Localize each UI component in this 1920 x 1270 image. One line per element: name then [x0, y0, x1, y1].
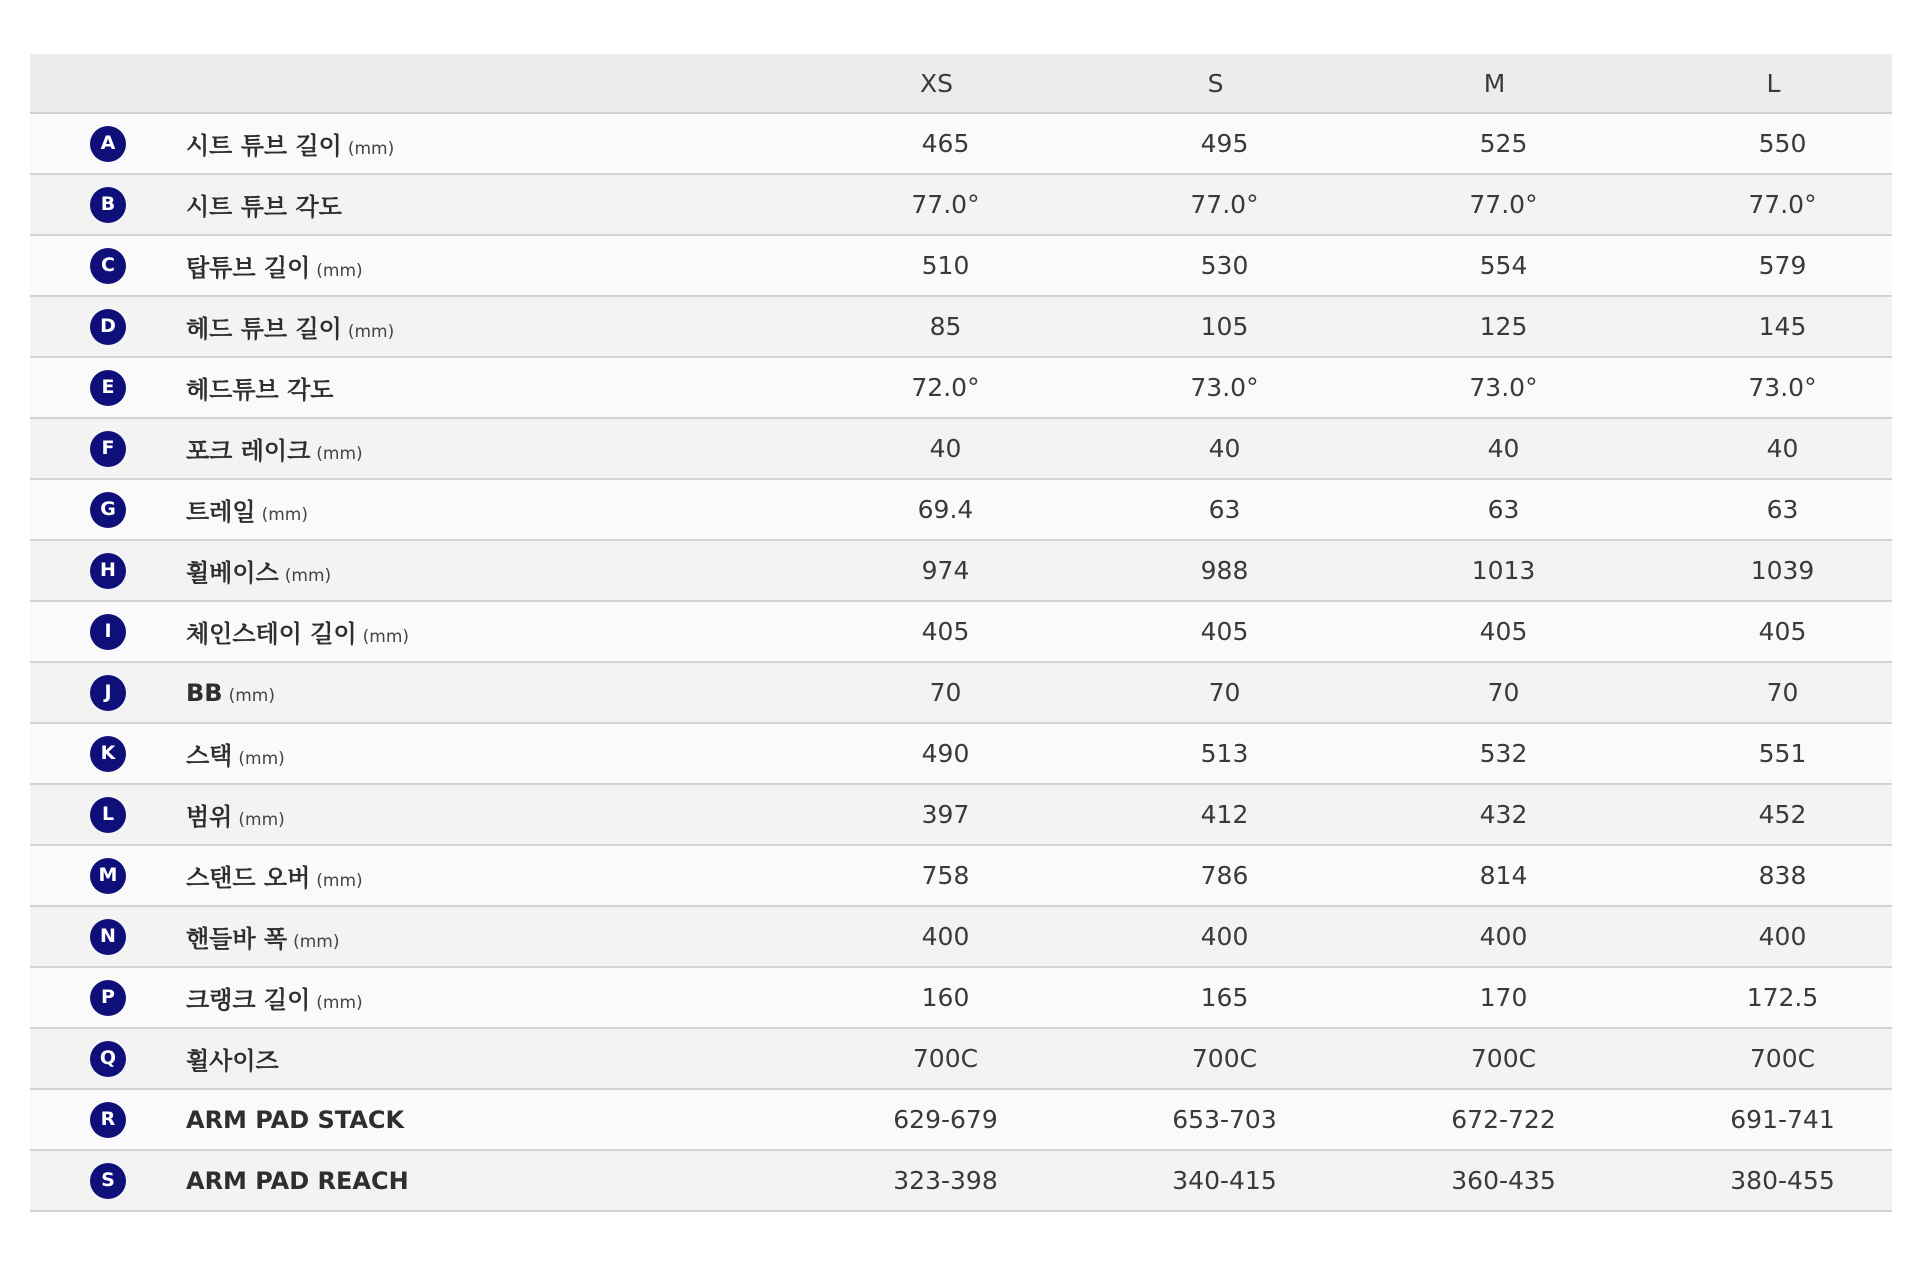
value-cell-xs: 405	[921, 617, 970, 646]
measurement-letter-badge: M	[90, 858, 126, 894]
measurement-label: 시트 튜브 각도	[186, 193, 342, 221]
size-header-s: S	[1207, 68, 1224, 98]
value-cell-l: 380-455	[1730, 1166, 1835, 1195]
table-row	[30, 724, 1892, 785]
value-cell-xs: 323-398	[893, 1166, 998, 1195]
measurement-label-cell	[186, 1041, 806, 1076]
measurement-label: 헤드 튜브 길이	[186, 315, 342, 343]
value-cell-xs: 70	[929, 678, 962, 707]
measurement-letter-badge: D	[90, 309, 126, 345]
table-row	[30, 1029, 1892, 1090]
measurement-label-cell	[186, 980, 806, 1015]
value-cell-xs: 69.4	[917, 495, 974, 524]
value-cell-l: 550	[1758, 129, 1807, 158]
table-row	[30, 419, 1892, 480]
measurement-unit: (mm)	[284, 566, 332, 586]
measurement-letter-cell	[30, 858, 186, 894]
measurement-letter-cell	[30, 309, 186, 345]
measurement-letter-cell	[30, 675, 186, 711]
value-cell-l: 700C	[1749, 1044, 1816, 1073]
value-cell-s: 105	[1200, 312, 1249, 341]
value-cell-s: 77.0°	[1190, 190, 1259, 219]
value-cell-m: 70	[1487, 678, 1520, 707]
value-cell-s: 495	[1200, 129, 1249, 158]
measurement-letter-cell	[30, 187, 186, 223]
table-row	[30, 1151, 1892, 1212]
value-cell-m: 400	[1479, 922, 1528, 951]
table-row	[30, 663, 1892, 724]
value-cell-xs: 490	[921, 739, 970, 768]
value-cell-s: 40	[1208, 434, 1241, 463]
value-cell-l: 551	[1758, 739, 1807, 768]
measurement-label-cell	[186, 858, 806, 893]
measurement-letter-badge: G	[90, 492, 126, 528]
measurement-label: BB	[186, 678, 223, 707]
measurement-letter-badge: K	[90, 736, 126, 772]
measurement-letter-badge: F	[90, 431, 126, 467]
value-cell-xs: 974	[921, 556, 970, 585]
table-row	[30, 785, 1892, 846]
value-cell-s: 63	[1208, 495, 1241, 524]
value-cell-l: 400	[1758, 922, 1807, 951]
measurement-letter-cell	[30, 431, 186, 467]
measurement-letter-cell	[30, 614, 186, 650]
measurement-label-cell	[186, 919, 806, 954]
measurement-label: 탑튜브 길이	[186, 254, 311, 282]
measurement-unit: (mm)	[362, 627, 410, 647]
measurement-letter-cell	[30, 1041, 186, 1077]
measurement-label-cell	[186, 679, 806, 707]
measurement-letter-badge: J	[90, 675, 126, 711]
value-cell-s: 340-415	[1172, 1166, 1277, 1195]
measurement-unit: (mm)	[238, 749, 285, 769]
measurement-label-cell	[186, 1106, 806, 1134]
value-cell-m: 360-435	[1451, 1166, 1556, 1195]
table-row	[30, 907, 1892, 968]
measurement-label-cell	[186, 797, 806, 832]
measurement-label-cell	[186, 370, 806, 405]
measurement-letter-badge: P	[90, 980, 126, 1016]
measurement-label-cell	[186, 431, 806, 466]
measurement-label: ARM PAD STACK	[186, 1105, 405, 1134]
measurement-label: 핸들바 폭	[186, 925, 288, 953]
value-cell-m: 525	[1479, 129, 1528, 158]
value-cell-m: 532	[1479, 739, 1528, 768]
value-cell-xs: 72.0°	[911, 373, 980, 402]
measurement-label-cell	[186, 309, 806, 344]
measurement-unit: (mm)	[316, 261, 363, 281]
measurement-label-cell	[186, 187, 806, 222]
size-header-xs: XS	[920, 68, 953, 98]
table-row	[30, 114, 1892, 175]
measurement-label: ARM PAD REACH	[186, 1166, 409, 1195]
value-cell-m: 1013	[1471, 556, 1536, 585]
measurement-label-cell	[186, 1167, 806, 1195]
geometry-table	[30, 54, 1892, 1212]
measurement-letter-cell	[30, 797, 186, 833]
value-cell-l: 70	[1766, 678, 1799, 707]
value-cell-s: 530	[1200, 251, 1249, 280]
measurement-letter-badge: S	[90, 1163, 126, 1199]
measurement-letter-badge: Q	[90, 1041, 126, 1077]
measurement-letter-cell	[30, 553, 186, 589]
table-row	[30, 602, 1892, 663]
value-cell-m: 40	[1487, 434, 1520, 463]
measurement-unit: (mm)	[316, 444, 363, 464]
measurement-label: 크랭크 길이	[186, 986, 311, 1014]
value-cell-xs: 758	[921, 861, 970, 890]
measurement-letter-cell	[30, 980, 186, 1016]
measurement-label: 시트 튜브 길이	[186, 132, 342, 160]
measurement-label: 휠베이스	[186, 559, 279, 587]
value-cell-s: 70	[1208, 678, 1241, 707]
measurement-label-cell	[186, 553, 806, 588]
measurement-letter-badge: R	[90, 1102, 126, 1138]
table-body	[30, 114, 1892, 1212]
measurement-letter-cell	[30, 919, 186, 955]
measurement-letter-cell	[30, 370, 186, 406]
size-header-m: M	[1483, 68, 1506, 98]
measurement-unit: (mm)	[228, 685, 275, 706]
value-cell-m: 672-722	[1451, 1105, 1556, 1134]
value-cell-xs: 40	[929, 434, 962, 463]
value-cell-s: 513	[1200, 739, 1249, 768]
measurement-letter-cell	[30, 248, 186, 284]
table-row	[30, 358, 1892, 419]
value-cell-xs: 629-679	[893, 1105, 998, 1134]
measurement-label-cell	[186, 614, 806, 649]
measurement-unit: (mm)	[238, 810, 285, 830]
value-cell-l: 579	[1758, 251, 1807, 280]
measurement-letter-cell	[30, 126, 186, 162]
measurement-unit: (mm)	[347, 322, 395, 342]
value-cell-m: 554	[1479, 251, 1528, 280]
value-cell-l: 172.5	[1746, 983, 1819, 1012]
value-cell-m: 63	[1487, 495, 1520, 524]
table-row	[30, 541, 1892, 602]
measurement-unit: (mm)	[316, 871, 363, 891]
measurement-label: 헤드튜브 각도	[186, 376, 334, 404]
value-cell-m: 432	[1479, 800, 1528, 829]
measurement-letter-badge: L	[90, 797, 126, 833]
measurement-label: 범위	[186, 803, 233, 831]
measurement-letter-cell	[30, 1163, 186, 1199]
value-cell-m: 73.0°	[1469, 373, 1538, 402]
measurement-label: 트레일	[186, 498, 256, 526]
value-cell-l: 63	[1766, 495, 1799, 524]
value-cell-m: 405	[1479, 617, 1528, 646]
table-row	[30, 968, 1892, 1029]
value-cell-m: 170	[1479, 983, 1528, 1012]
table-header	[30, 54, 1892, 114]
value-cell-l: 1039	[1750, 556, 1815, 585]
value-cell-xs: 510	[921, 251, 970, 280]
measurement-label-cell	[186, 248, 806, 283]
measurement-label-cell	[186, 492, 806, 527]
value-cell-l: 691-741	[1730, 1105, 1835, 1134]
value-cell-xs: 400	[921, 922, 970, 951]
table-row	[30, 297, 1892, 358]
value-cell-m: 125	[1479, 312, 1528, 341]
measurement-unit: (mm)	[316, 993, 363, 1013]
measurement-label: 스탠드 오버	[186, 864, 311, 892]
measurement-letter-badge: N	[90, 919, 126, 955]
table-row	[30, 236, 1892, 297]
measurement-label-cell	[186, 736, 806, 771]
size-header-l: L	[1766, 68, 1781, 98]
value-cell-s: 700C	[1191, 1044, 1258, 1073]
value-cell-xs: 397	[921, 800, 970, 829]
measurement-label: 휠사이즈	[186, 1047, 279, 1075]
table-row	[30, 1090, 1892, 1151]
table-row	[30, 846, 1892, 907]
value-cell-xs: 700C	[912, 1044, 979, 1073]
value-cell-m: 814	[1479, 861, 1528, 890]
measurement-unit: (mm)	[347, 139, 395, 159]
measurement-letter-badge: H	[90, 553, 126, 589]
measurement-letter-badge: A	[90, 126, 126, 162]
value-cell-xs: 160	[921, 983, 970, 1012]
value-cell-xs: 465	[921, 129, 970, 158]
measurement-label: 스택	[186, 742, 233, 770]
measurement-letter-cell	[30, 492, 186, 528]
measurement-unit: (mm)	[261, 505, 308, 525]
measurement-letter-cell	[30, 736, 186, 772]
value-cell-s: 165	[1200, 983, 1249, 1012]
measurement-unit: (mm)	[293, 932, 340, 952]
value-cell-s: 786	[1200, 861, 1249, 890]
value-cell-s: 400	[1200, 922, 1249, 951]
measurement-letter-badge: C	[90, 248, 126, 284]
value-cell-s: 405	[1200, 617, 1249, 646]
measurement-label: 체인스테이 길이	[186, 620, 357, 648]
value-cell-xs: 85	[929, 312, 962, 341]
value-cell-l: 40	[1766, 434, 1799, 463]
value-cell-m: 700C	[1470, 1044, 1537, 1073]
value-cell-s: 73.0°	[1190, 373, 1259, 402]
measurement-label-cell	[186, 126, 806, 161]
value-cell-m: 77.0°	[1469, 190, 1538, 219]
measurement-letter-badge: E	[90, 370, 126, 406]
value-cell-l: 405	[1758, 617, 1807, 646]
measurement-letter-badge: B	[90, 187, 126, 223]
measurement-label: 포크 레이크	[186, 437, 311, 465]
value-cell-xs: 77.0°	[911, 190, 980, 219]
measurement-letter-cell	[30, 1102, 186, 1138]
value-cell-l: 452	[1758, 800, 1807, 829]
value-cell-l: 77.0°	[1748, 190, 1817, 219]
value-cell-l: 838	[1758, 861, 1807, 890]
measurement-letter-badge: I	[90, 614, 126, 650]
table-row	[30, 175, 1892, 236]
table-row	[30, 480, 1892, 541]
value-cell-s: 412	[1200, 800, 1249, 829]
value-cell-s: 988	[1200, 556, 1249, 585]
value-cell-l: 145	[1758, 312, 1807, 341]
value-cell-s: 653-703	[1172, 1105, 1277, 1134]
value-cell-l: 73.0°	[1748, 373, 1817, 402]
